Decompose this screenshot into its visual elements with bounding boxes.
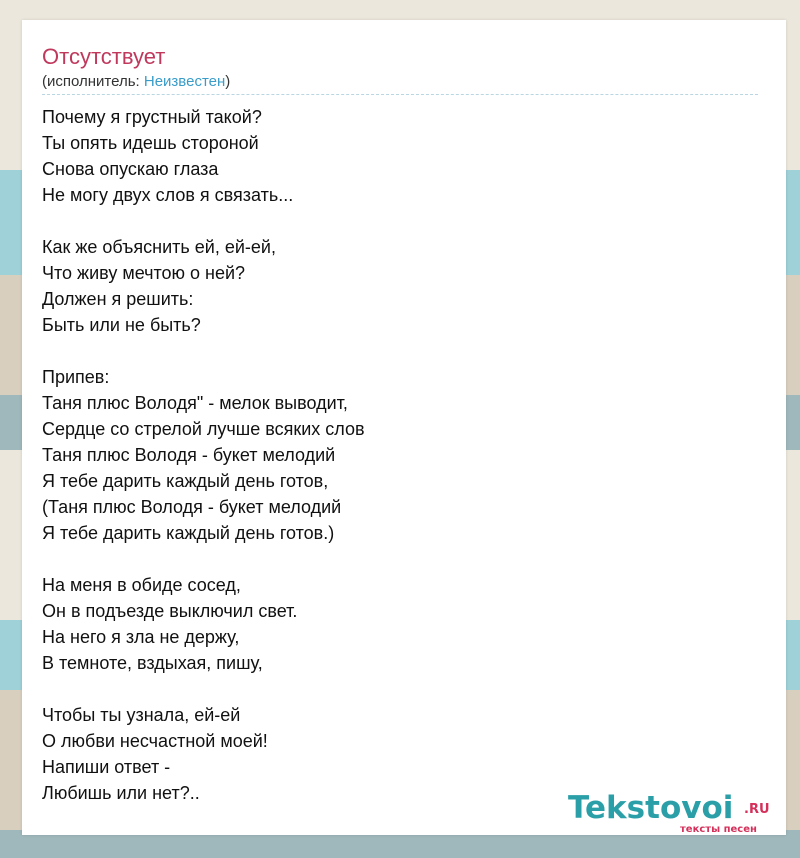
- lyric-line: Сердце со стрелой лучше всяких слов: [42, 419, 365, 439]
- lyric-line: Ты опять идешь стороной: [42, 133, 259, 153]
- lyric-line: Таня плюс Володя" - мелок выводит,: [42, 393, 348, 413]
- logo-domain: .RU: [744, 802, 770, 817]
- logo-tagline: тексты песен: [680, 824, 757, 835]
- artist-line: [42, 73, 230, 91]
- lyric-line: Я тебе дарить каждый день готов,: [42, 471, 329, 491]
- lyric-line: На меня в обиде сосед,: [42, 575, 241, 595]
- lyric-line: Быть или не быть?: [42, 315, 201, 335]
- lyric-line: Что живу мечтою о ней?: [42, 263, 246, 283]
- lyric-line: Любишь или нет?..: [42, 783, 200, 803]
- site-logo[interactable]: [568, 790, 782, 836]
- divider: [42, 94, 758, 95]
- stanza-gap: [42, 546, 762, 572]
- lyric-line: Почему я грустный такой?: [42, 107, 262, 127]
- lyric-line: На него я зла не держу,: [42, 627, 240, 647]
- lyric-line: Должен я решить:: [42, 289, 194, 309]
- stanza-gap: [42, 338, 762, 364]
- lyric-line: Не могу двух слов я связать...: [42, 185, 294, 205]
- lyric-line: Таня плюс Володя - букет мелодий: [42, 445, 336, 465]
- lyric-line: Напиши ответ -: [42, 757, 171, 777]
- lyric-line: Как же объяснить ей, ей-ей,: [42, 237, 276, 257]
- logo-name: Tekstovoi: [568, 790, 734, 826]
- stanza-gap: [42, 676, 762, 702]
- lyric-line: Припев:: [42, 367, 110, 387]
- lyrics-text: [42, 104, 762, 806]
- artist-prefix: (исполнитель:: [42, 73, 144, 90]
- lyric-line: О любви несчастной моей!: [42, 731, 268, 751]
- lyric-line: (Таня плюс Володя - букет мелодий: [42, 497, 342, 517]
- lyric-line: Чтобы ты узнала, ей-ей: [42, 705, 241, 725]
- artist-suffix: ): [225, 73, 231, 90]
- lyric-line: Я тебе дарить каждый день готов.): [42, 523, 335, 543]
- lyric-line: Снова опускаю глаза: [42, 159, 219, 179]
- artist-link[interactable]: Неизвестен: [143, 73, 226, 90]
- lyrics-card: [22, 20, 786, 835]
- lyric-line: Он в подъезде выключил свет.: [42, 601, 298, 621]
- song-title: Отсутствует: [42, 44, 166, 69]
- lyric-line: В темноте, вздыхая, пишу,: [42, 653, 263, 673]
- stanza-gap: [42, 208, 762, 234]
